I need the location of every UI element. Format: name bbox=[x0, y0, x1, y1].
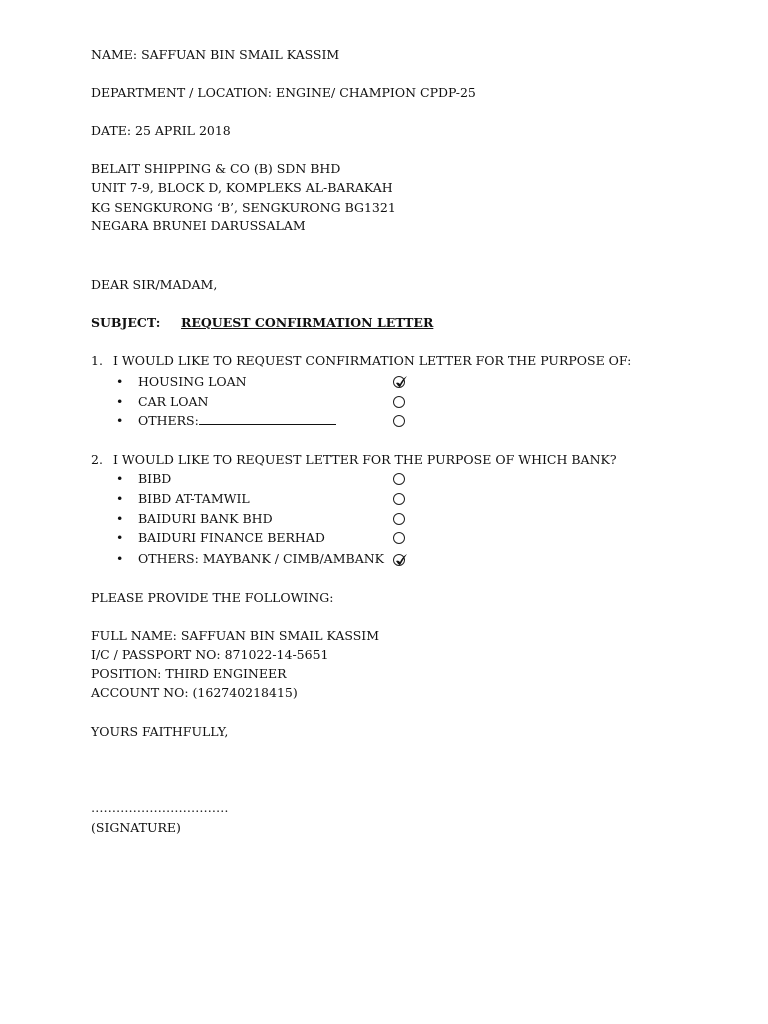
signature-dots: …………………………… bbox=[91, 800, 229, 815]
salutation: DEAR SIR/MADAM, bbox=[91, 277, 218, 292]
option-car-loan-radio[interactable] bbox=[393, 396, 405, 408]
question2-text: I WOULD LIKE TO REQUEST LETTER FOR THE PURPOSE OF WHICH BANK? bbox=[113, 452, 617, 467]
option-others-text: OTHERS: bbox=[138, 413, 199, 428]
bullet-icon: • bbox=[116, 551, 124, 566]
option-bibd-label: BIBD bbox=[138, 471, 172, 486]
ic-passport-line: I/C / PASSPORT NO: 871022-14-5651 bbox=[91, 647, 329, 662]
option-baiduri-bank-label: BAIDURI BANK BHD bbox=[138, 511, 273, 526]
address-line-3: KG SENGKURONG ‘B’, SENGKURONG BG1321 bbox=[91, 200, 396, 215]
closing: YOURS FAITHFULLY, bbox=[91, 724, 229, 739]
checkmark-icon bbox=[394, 553, 408, 567]
option-baiduri-bank-radio[interactable] bbox=[393, 513, 405, 525]
date-line: DATE: 25 APRIL 2018 bbox=[91, 123, 231, 138]
others-blank-field[interactable] bbox=[199, 413, 336, 425]
bullet-icon: • bbox=[116, 471, 124, 486]
name-line: NAME: SAFFUAN BIN SMAIL KASSIM bbox=[91, 47, 340, 62]
department-line: DEPARTMENT / LOCATION: ENGINE/ CHAMPION CPDP-25 bbox=[91, 85, 476, 100]
option-others-banks-radio[interactable] bbox=[393, 554, 405, 566]
bullet-icon: • bbox=[116, 491, 124, 506]
option-housing-loan-radio[interactable] bbox=[393, 376, 405, 388]
option-bibd-at-tamwil-label: BIBD AT-TAMWIL bbox=[138, 491, 250, 506]
subject-label: SUBJECT: bbox=[91, 315, 161, 330]
bullet-icon: • bbox=[116, 511, 124, 526]
option-others-label bbox=[138, 413, 336, 429]
position-line: POSITION: THIRD ENGINEER bbox=[91, 666, 287, 681]
option-others-radio[interactable] bbox=[393, 415, 405, 427]
bullet-icon: • bbox=[116, 374, 124, 389]
address-line-2: UNIT 7-9, BLOCK D, KOMPLEKS AL-BARAKAH bbox=[91, 180, 393, 195]
address-line-1: BELAIT SHIPPING & CO (B) SDN BHD bbox=[91, 161, 341, 176]
question1-text: I WOULD LIKE TO REQUEST CONFIRMATION LETTER FOR THE PURPOSE OF: bbox=[113, 353, 632, 368]
option-housing-loan-label: HOUSING LOAN bbox=[138, 374, 247, 389]
address-line-4: NEGARA BRUNEI DARUSSALAM bbox=[91, 218, 306, 233]
provide-heading: PLEASE PROVIDE THE FOLLOWING: bbox=[91, 590, 334, 605]
option-others-banks-label: OTHERS: MAYBANK / CIMB/AMBANK bbox=[138, 551, 385, 566]
bullet-icon: • bbox=[116, 413, 124, 428]
option-baiduri-finance-radio[interactable] bbox=[393, 532, 405, 544]
option-bibd-radio[interactable] bbox=[393, 473, 405, 485]
full-name-line: FULL NAME: SAFFUAN BIN SMAIL KASSIM bbox=[91, 628, 380, 643]
checkmark-icon bbox=[394, 375, 408, 389]
option-car-loan-label: CAR LOAN bbox=[138, 394, 209, 409]
subject-text: REQUEST CONFIRMATION LETTER bbox=[181, 315, 434, 330]
option-bibd-at-tamwil-radio[interactable] bbox=[393, 493, 405, 505]
option-baiduri-finance-label: BAIDURI FINANCE BERHAD bbox=[138, 530, 325, 545]
bullet-icon: • bbox=[116, 530, 124, 545]
question1-number: 1. bbox=[91, 353, 103, 368]
account-line: ACCOUNT NO: (162740218415) bbox=[91, 685, 298, 700]
signature-label: (SIGNATURE) bbox=[91, 820, 181, 835]
bullet-icon: • bbox=[116, 394, 124, 409]
question2-number: 2. bbox=[91, 452, 103, 467]
